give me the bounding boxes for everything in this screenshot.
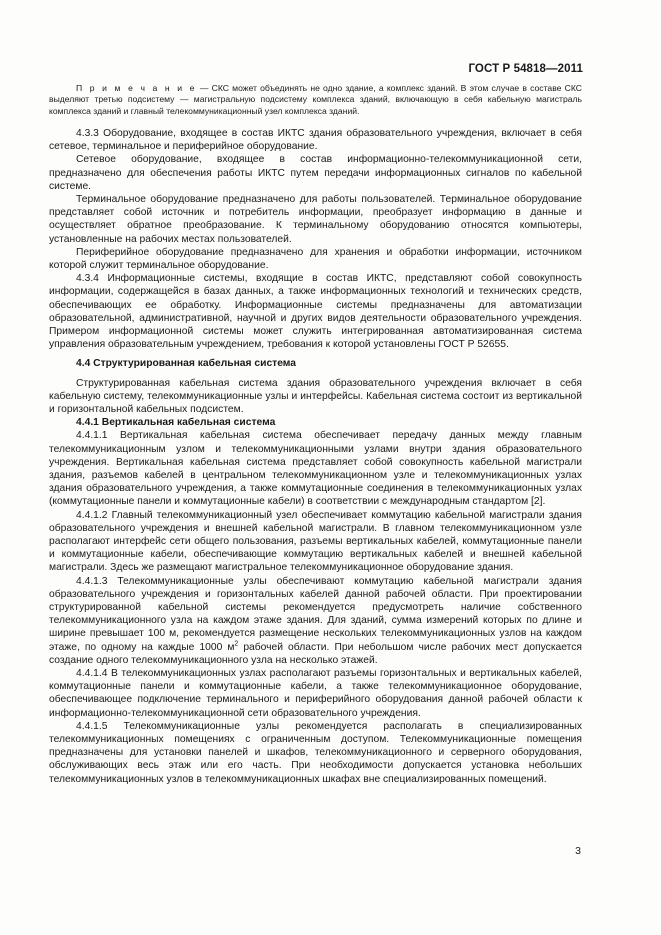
note-label: П р и м е ч а н и е bbox=[76, 83, 197, 93]
section-heading-4-4: 4.4 Структурированная кабельная система bbox=[76, 358, 297, 370]
paragraph-4-4-1-4: 4.4.1.4 В телекоммуникационных узлах располагают разъемы горизонтальных и вертикальных кабелей, коммутационные панели и коммутационные кабели, а также телекоммуникационное оборудование, обеспечивающее подключение терминального и периферийного оборудования данной рабочей области к информационно-телекоммуникационной сети образовательного учреждения. bbox=[49, 668, 582, 719]
paragraph-4-3-4: 4.3.4 Информационные системы, входящие в состав ИКТС, представляют собой совокупность информации, содержащейся в базах данных, а также информационных технологий и технических средств, обеспечивающих ее обработку. Информационные системы предназначены для автоматизации образовательной, административной, научной и других видов деятельности образовательного учреждения. Примером информационной системы может служить интегрированная автоматизированная система управления образовательным учреждением, требования к которой установлены ГОСТ Р 52655. bbox=[49, 273, 582, 351]
paragraph-4-4-1-3-text-a: 4.4.1.3 Телекоммуникационные узлы обеспечивают коммутацию кабельной магистрали здания образовательного учреждения и горизонтальных кабелей данной рабочей области. При проектировании структурированной кабельной системы рекомендуется предусмотреть наличие собственного телекоммуникационного узла на каждом этаже здания. Для зданий, сумма измерений которых по длине и ширине превышает 100 м, рекомендуется размещение нескольких телекоммуникационных узлов на каждом этаже, по одному на каждые 1000 м bbox=[49, 575, 582, 653]
note-text: — СКС может объединять не одно здание, а комплекс зданий. В этом случае в составе СКС выделяют третью подсистему — магистральную подсистему комплекса зданий, включающую в себя кабельную магистраль комплекса зданий и главный телекоммуникационный узел комплекса зданий. bbox=[49, 83, 582, 116]
section-heading-4-4-1: 4.4.1 Вертикальная кабельная система bbox=[76, 417, 276, 429]
page-body bbox=[49, 83, 582, 786]
paragraph-4-4-1-3-text-b: рабочей области. При небольшом числе рабочих мест допускается создание одного телекоммуникационного узла на несколько этажей. bbox=[49, 641, 582, 666]
note-paragraph bbox=[49, 83, 582, 117]
square-superscript: 2 bbox=[234, 640, 239, 648]
paragraph-4-4-1-5: 4.4.1.5 Телекоммуникационные узлы рекомендуется располагать в специализированных телекоммуникационных помещениях с ограниченным доступом. Телекоммуникационные помещения предназначены для установки панелей и шкафов, телекоммуникационного и серверного оборудования, обслуживающих весь этаж или его часть. При необходимости допускается установка небольших телекоммуникационных узлов в телекоммуникационных шкафах вне специализированных помещений. bbox=[49, 720, 582, 785]
standard-code-header: ГОСТ Р 54818—2011 bbox=[468, 63, 583, 75]
paragraph-4-4-1-3 bbox=[49, 575, 582, 667]
paragraph-4-3-3: 4.3.3 Оборудование, входящее в состав ИКТС здания образовательного учреждения, включает в себя сетевое, терминальное и периферийное оборудование. bbox=[49, 127, 582, 153]
paragraph-4-4: Структурированная кабельная система здания образовательного учреждения включает в себя кабельную систему, телекоммуникационные узлы и интерфейсы. Кабельная система состоит из вертикальной и горизонтальной кабельных подсистем. bbox=[49, 377, 582, 415]
paragraph-4-4-1-1: 4.4.1.1 Вертикальная кабельная система обеспечивает передачу данных между главным телекоммуникационным узлом и телекоммуникационными узлами внутри здания образовательного учреждения. Вертикальная кабельная система представляет собой совокупность кабельной магистрали здания, разъемов кабелей в центральном телекоммуникационном узле и телекоммуникационных узлах здания образовательного учреждения, а также коммутационные соединения в телекоммуникационных узлах (коммутационные панели и коммутационные кабели) в соответствии с международным стандартом [2]. bbox=[49, 430, 582, 508]
paragraph-peripheral-equipment: Периферийное оборудование предназначено для хранения и обработки информации, источником которой служит терминальное оборудование. bbox=[49, 246, 582, 271]
paragraph-terminal-equipment: Терминальное оборудование предназначено для работы пользователей. Терминальное оборудование представляет собой источник и потребитель информации, преобразует информацию в данные и осуществляет обратное преобразование. К терминальному оборудованию относятся компьютеры, установленные на рабочих местах пользователей. bbox=[49, 193, 582, 245]
paragraph-4-4-1-2: 4.4.1.2 Главный телекоммуникационный узел обеспечивает коммутацию кабельной магистрали здания образовательного учреждения и внешней кабельной магистрали. В главном телекоммуникационном узле располагают интерфейс сети общего пользования, разъемы вертикальных кабелей, коммутационные панели и коммутационные кабели, обеспечивающие коммутацию вертикальных кабелей и внешней кабельной магистрали. Здесь же размещают магистральное телекоммуникационное оборудование здания. bbox=[49, 509, 582, 574]
paragraph-network-equipment: Сетевое оборудование, входящее в состав информационно-телекоммуникационной сети, предназначено для обеспечения работы ИКТС путем передачи информационных сигналов по кабельной системе. bbox=[49, 154, 582, 192]
page-number: 3 bbox=[575, 845, 581, 857]
